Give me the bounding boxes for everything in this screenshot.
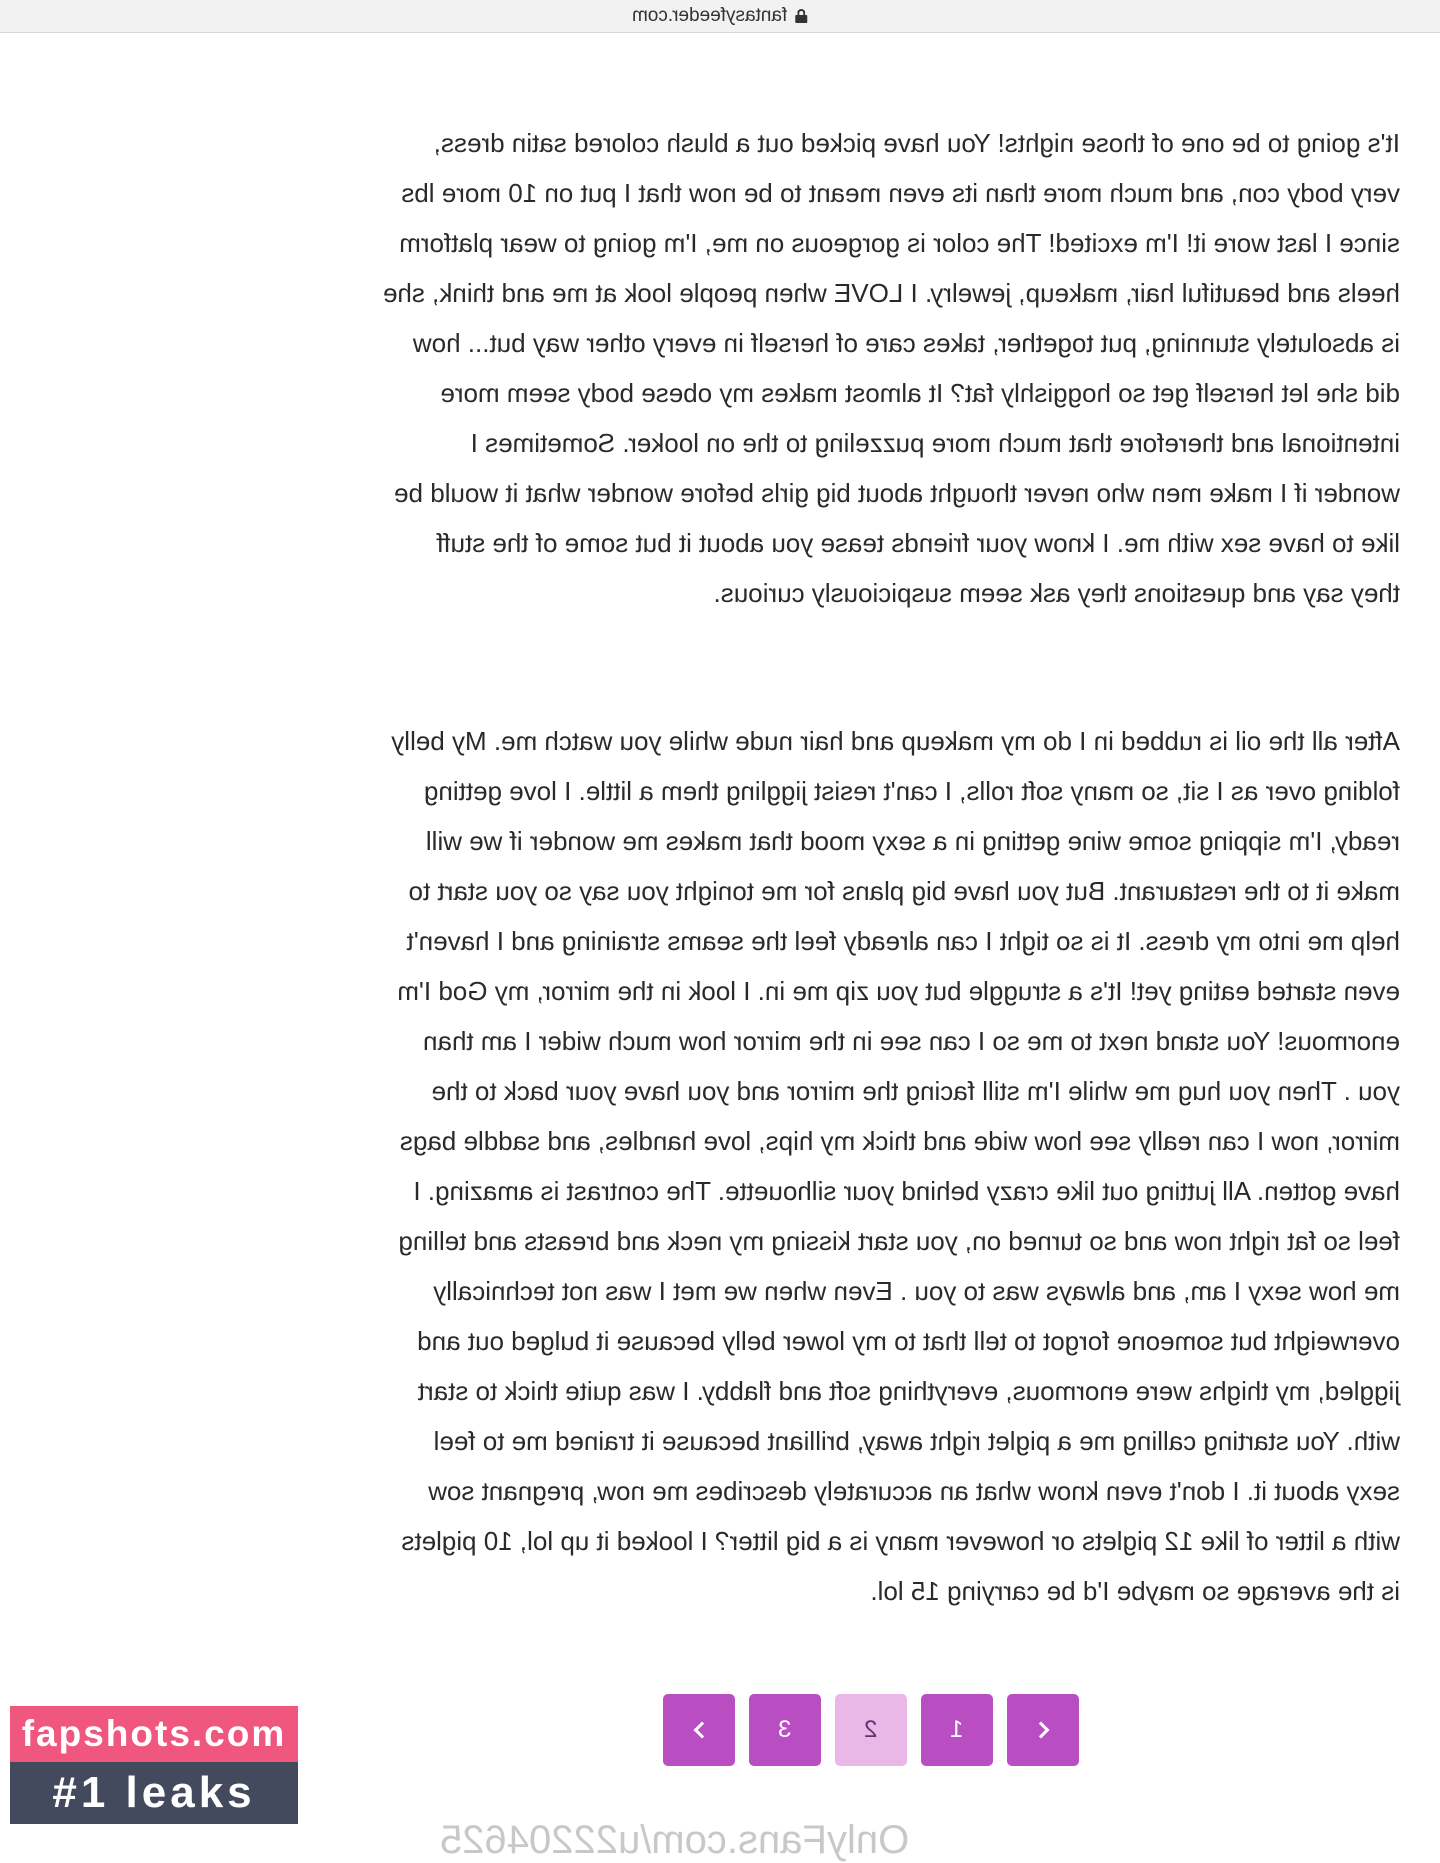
- story-article: [290, 118, 1400, 1616]
- previous-page-button[interactable]: [663, 1694, 735, 1766]
- page-button-2-current[interactable]: 2: [835, 1694, 907, 1766]
- pagination: [663, 1694, 1079, 1766]
- story-paragraph-2: After all the oil is rubbed in I do my makeup and hair nude while you watch me. My belly folding over as I sit, so many soft rolls, I can't resist jiggling them a little. I love getting ready, I'm sipping some wine getting in a sexy mood that makes me wonder if we will make it to the restaurant. But you have big plans for me tonight you say so you start to help me into my dress. It is so tight I can already feel the seams straining and I haven't even started eating yet! It's a struggle but you zip me in. I look in the mirror, my God I'm enormous! You stand next to me so I can see in the mirror how much wider I am than you . Then you hug me while I'm still facing the mirror and you have your back to the mirror, now I can really see how wide and thick my hips, love handles, and saddle bags have gotten. All jutting out like crazy behind your silhouette. The contrast is amazing. I feel so fat right now and so turned on, you start kissing my neck and breasts and telling me how sexy I am, and always was to you . Even when we met I was not technically overweight but someone forgot to tell that to my lower belly because it bulged out and jiggled, my thighs were enormous, everything soft and flabby. I was quite thick to start with. You starting calling me a piglet right away, brilliant because it trained me to feel sexy about it. I don't even know what an accurately describes me now, pregnant sow with a litter of like 12 piglets or however many is a big litter? I looked it up lol, 10 piglets is the average so maybe I'd be carrying 15 lol.: [391, 726, 1400, 1606]
- address-bar-content: [632, 5, 807, 27]
- chevron-left-icon: [693, 1722, 710, 1739]
- url-text: fantasyfeeder.com: [632, 5, 788, 26]
- lock-icon: [796, 9, 808, 23]
- page-button-1[interactable]: 1: [921, 1694, 993, 1766]
- story-paragraph-1: It's going to be one of those nights! You have picked out a blush colored satin dress, very body con, and much more than its even meant to be now that I put on 10 more lbs since I last wore it! I'm excited! The color is gorgeous on me, I'm going to wear platform heels and beautiful hair, makeup, jewelry. I LOVE when people look at me and think, she is absolutely stunning, put together, takes care of herself in every other way but... how did she let herself get so hoggishly fat? It almost makes my obese body seem more intentional and therefore that much more puzzeling to the on looker. Sometimes I wonder if I make men who never thought about big girls before wonder what it would be like to have sex with me. I know your friends tease you about it but some of the stuff they say and questions they ask seem suspiciously curious.: [382, 128, 1400, 608]
- watermark-tagline: #1 leaks: [10, 1762, 298, 1824]
- next-page-button[interactable]: [1007, 1694, 1079, 1766]
- chevron-right-icon: [1032, 1722, 1049, 1739]
- page-button-3[interactable]: 3: [749, 1694, 821, 1766]
- watermark-site-name: fapshots.com: [10, 1706, 298, 1762]
- browser-address-bar[interactable]: [0, 0, 1440, 33]
- site-watermark: [10, 1706, 298, 1824]
- faded-footer-text: OnlyFans.com/u22204625: [440, 1818, 910, 1862]
